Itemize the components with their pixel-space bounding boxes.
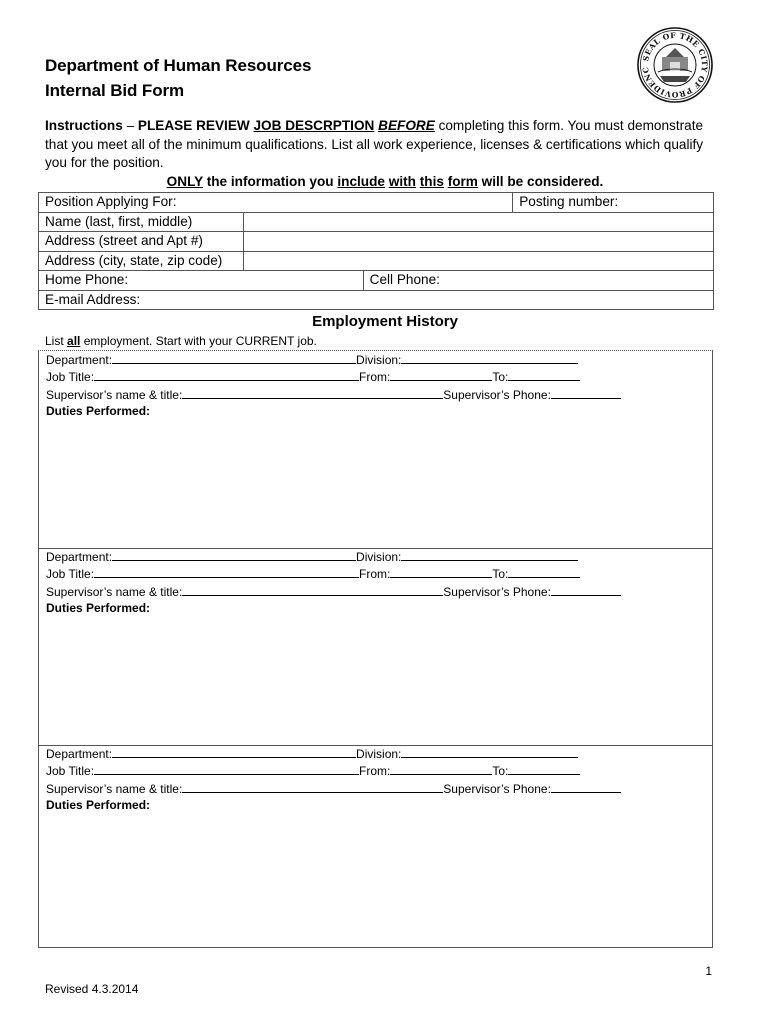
supervisor-phone-label: Supervisor’s Phone: bbox=[443, 782, 551, 796]
job-title-label: Job Title: bbox=[46, 764, 95, 778]
from-label: From: bbox=[359, 764, 391, 778]
job-title-label: Job Title: bbox=[46, 370, 95, 384]
city-seal-logo bbox=[636, 26, 714, 104]
department-label: Department: bbox=[46, 747, 113, 761]
name-label: Name (last, first, middle) bbox=[39, 212, 244, 232]
revision-date: Revised 4.3.2014 bbox=[45, 982, 139, 996]
to-input[interactable] bbox=[508, 565, 580, 578]
duties-label: Duties Performed: bbox=[46, 404, 151, 418]
supervisor-input[interactable] bbox=[182, 583, 443, 596]
department-label: Department: bbox=[46, 550, 113, 564]
department-title: Department of Human Resources bbox=[45, 56, 312, 75]
from-label: From: bbox=[359, 370, 391, 384]
job-title-input[interactable] bbox=[94, 762, 359, 775]
email-field[interactable]: E-mail Address: bbox=[39, 290, 714, 310]
to-label: To: bbox=[492, 370, 509, 384]
applicant-info-table bbox=[38, 192, 714, 310]
from-input[interactable] bbox=[390, 762, 492, 775]
instructions-paragraph: Instructions – PLEASE REVIEW JOB DESCRPTION BEFORE completing this form. You must demonstrate that you meet all of the minimum qualifications. List all work experience, licenses & certifications which qualify you for the position. bbox=[45, 118, 704, 170]
department-label: Department: bbox=[46, 353, 113, 367]
division-input[interactable] bbox=[401, 548, 578, 561]
employment-history-heading: Employment History bbox=[312, 313, 458, 330]
position-applying-field[interactable]: Position Applying For: bbox=[39, 193, 513, 213]
name-input[interactable] bbox=[243, 212, 713, 232]
home-phone-field[interactable]: Home Phone: bbox=[39, 271, 364, 291]
division-label: Division: bbox=[356, 353, 402, 367]
department-input[interactable] bbox=[112, 745, 356, 758]
to-label: To: bbox=[492, 764, 509, 778]
division-label: Division: bbox=[356, 747, 402, 761]
duties-input[interactable] bbox=[39, 423, 712, 547]
supervisor-phone-label: Supervisor’s Phone: bbox=[443, 388, 551, 402]
division-label: Division: bbox=[356, 550, 402, 564]
cell-phone-field[interactable]: Cell Phone: bbox=[363, 271, 713, 291]
division-input[interactable] bbox=[401, 351, 578, 364]
supervisor-phone-input[interactable] bbox=[551, 386, 621, 399]
job-title-input[interactable] bbox=[94, 565, 359, 578]
duties-input[interactable] bbox=[39, 620, 712, 744]
employment-history-box bbox=[38, 350, 713, 948]
to-input[interactable] bbox=[508, 762, 580, 775]
form-title: Internal Bid Form bbox=[45, 81, 185, 100]
duties-input[interactable] bbox=[39, 817, 712, 945]
from-label: From: bbox=[359, 567, 391, 581]
employment-instruction: List all employment. Start with your CURRENT job. bbox=[45, 334, 317, 348]
posting-number-field[interactable]: Posting number: bbox=[513, 193, 714, 213]
address-street-input[interactable] bbox=[243, 232, 713, 252]
from-input[interactable] bbox=[390, 368, 492, 381]
duties-label: Duties Performed: bbox=[46, 798, 151, 812]
page-number: 1 bbox=[705, 964, 712, 978]
to-label: To: bbox=[492, 567, 509, 581]
department-input[interactable] bbox=[112, 351, 356, 364]
supervisor-phone-input[interactable] bbox=[551, 583, 621, 596]
address-street-label: Address (street and Apt #) bbox=[39, 232, 244, 252]
from-input[interactable] bbox=[390, 565, 492, 578]
division-input[interactable] bbox=[401, 745, 578, 758]
supervisor-phone-input[interactable] bbox=[551, 780, 621, 793]
supervisor-input[interactable] bbox=[182, 386, 443, 399]
department-input[interactable] bbox=[112, 548, 356, 561]
job-title-label: Job Title: bbox=[46, 567, 95, 581]
to-input[interactable] bbox=[508, 368, 580, 381]
svg-text:SEAL OF THE CITY OF PROVIDENCE: SEAL OF THE CITY OF PROVIDENC bbox=[640, 30, 710, 100]
supervisor-phone-label: Supervisor’s Phone: bbox=[443, 585, 551, 599]
supervisor-label: Supervisor’s name & title: bbox=[46, 585, 183, 599]
job-title-input[interactable] bbox=[94, 368, 359, 381]
duties-label: Duties Performed: bbox=[46, 601, 151, 615]
supervisor-label: Supervisor’s name & title: bbox=[46, 388, 183, 402]
supervisor-label: Supervisor’s name & title: bbox=[46, 782, 183, 796]
address-city-input[interactable] bbox=[243, 251, 713, 271]
supervisor-input[interactable] bbox=[182, 780, 443, 793]
address-city-label: Address (city, state, zip code) bbox=[39, 251, 244, 271]
only-notice: ONLY the information you include with this form will be considered. bbox=[166, 174, 604, 189]
